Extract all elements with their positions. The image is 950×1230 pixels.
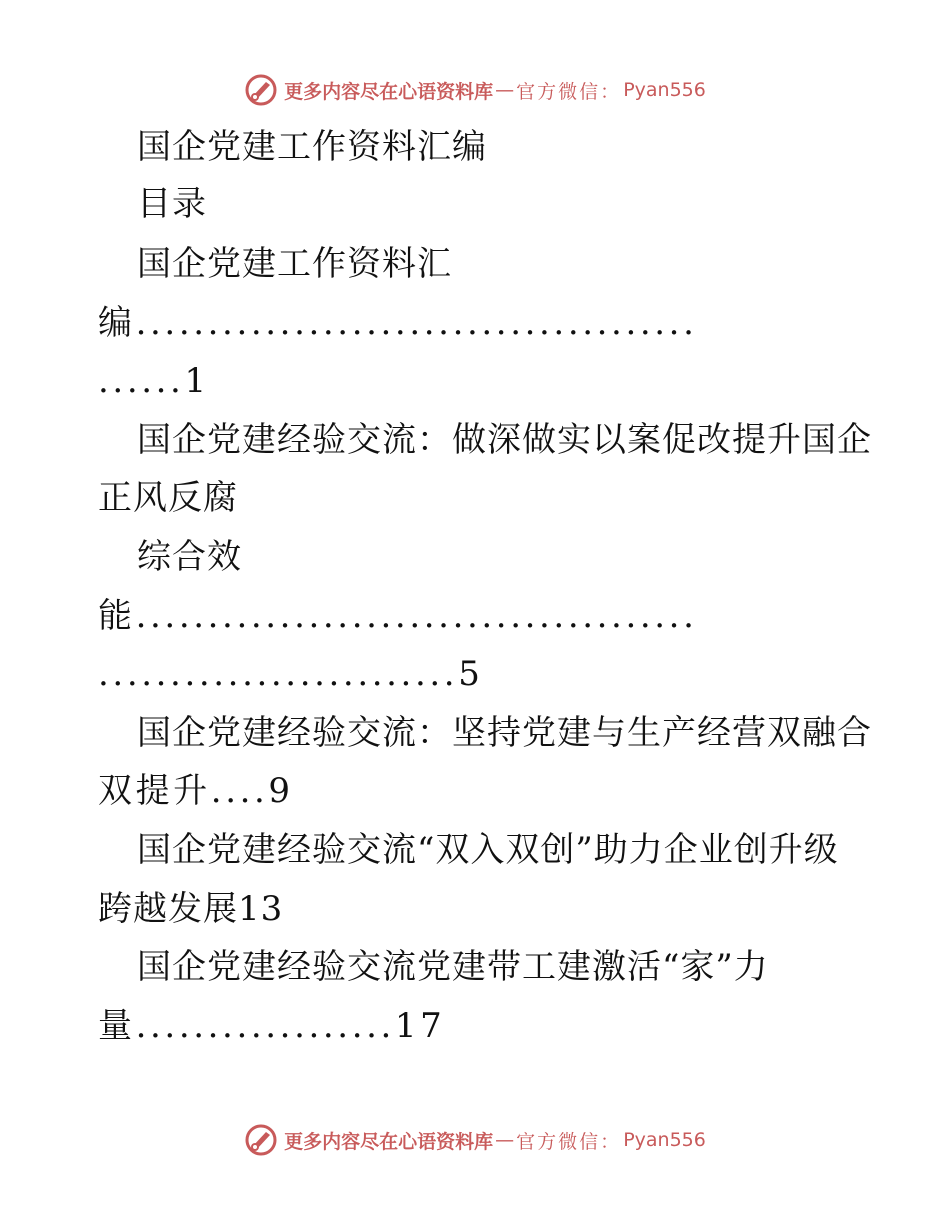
banner-wechat-id: Pyan556 — [623, 79, 706, 101]
toc-line: 能....................................... — [98, 596, 698, 636]
toc-line: 量..................17 — [98, 1006, 446, 1046]
banner-main-text: 更多内容尽在心语资料库 — [284, 1130, 494, 1153]
banner-separator: — — [495, 79, 515, 101]
document-title: 国企党建工作资料汇编 — [137, 127, 487, 167]
banner-separator: — — [495, 1129, 515, 1151]
toc-heading: 目录 — [137, 184, 207, 224]
brand-logo-icon — [244, 1123, 278, 1157]
toc-line: 跨越发展13 — [98, 889, 284, 929]
toc-line: .........................5 — [98, 654, 484, 694]
toc-line: 国企党建工作资料汇 — [137, 244, 452, 284]
banner-wechat-id: Pyan556 — [623, 1129, 706, 1151]
toc-line: 双提升....9 — [98, 771, 294, 811]
toc-line: 编....................................... — [98, 303, 698, 343]
toc-line: 国企党建经验交流：坚持党建与生产经营双融合 — [137, 713, 872, 753]
banner-main-text: 更多内容尽在心语资料库 — [284, 80, 494, 103]
brand-logo-icon — [244, 73, 278, 107]
toc-line: ......1 — [98, 361, 210, 401]
toc-line: 国企党建经验交流“双入双创”助力企业创升级 — [137, 830, 839, 870]
toc-line: 国企党建经验交流：做深做实以案促改提升国企 — [137, 420, 872, 460]
banner-wechat-label: 官方微信： — [516, 80, 622, 103]
toc-line: 正风反腐 — [98, 478, 238, 518]
footer-banner — [0, 1120, 950, 1160]
toc-line: 国企党建经验交流党建带工建激活“家”力 — [137, 947, 769, 987]
toc-line: 综合效 — [137, 537, 242, 577]
banner-wechat-label: 官方微信： — [516, 1130, 622, 1153]
header-banner — [0, 70, 950, 110]
